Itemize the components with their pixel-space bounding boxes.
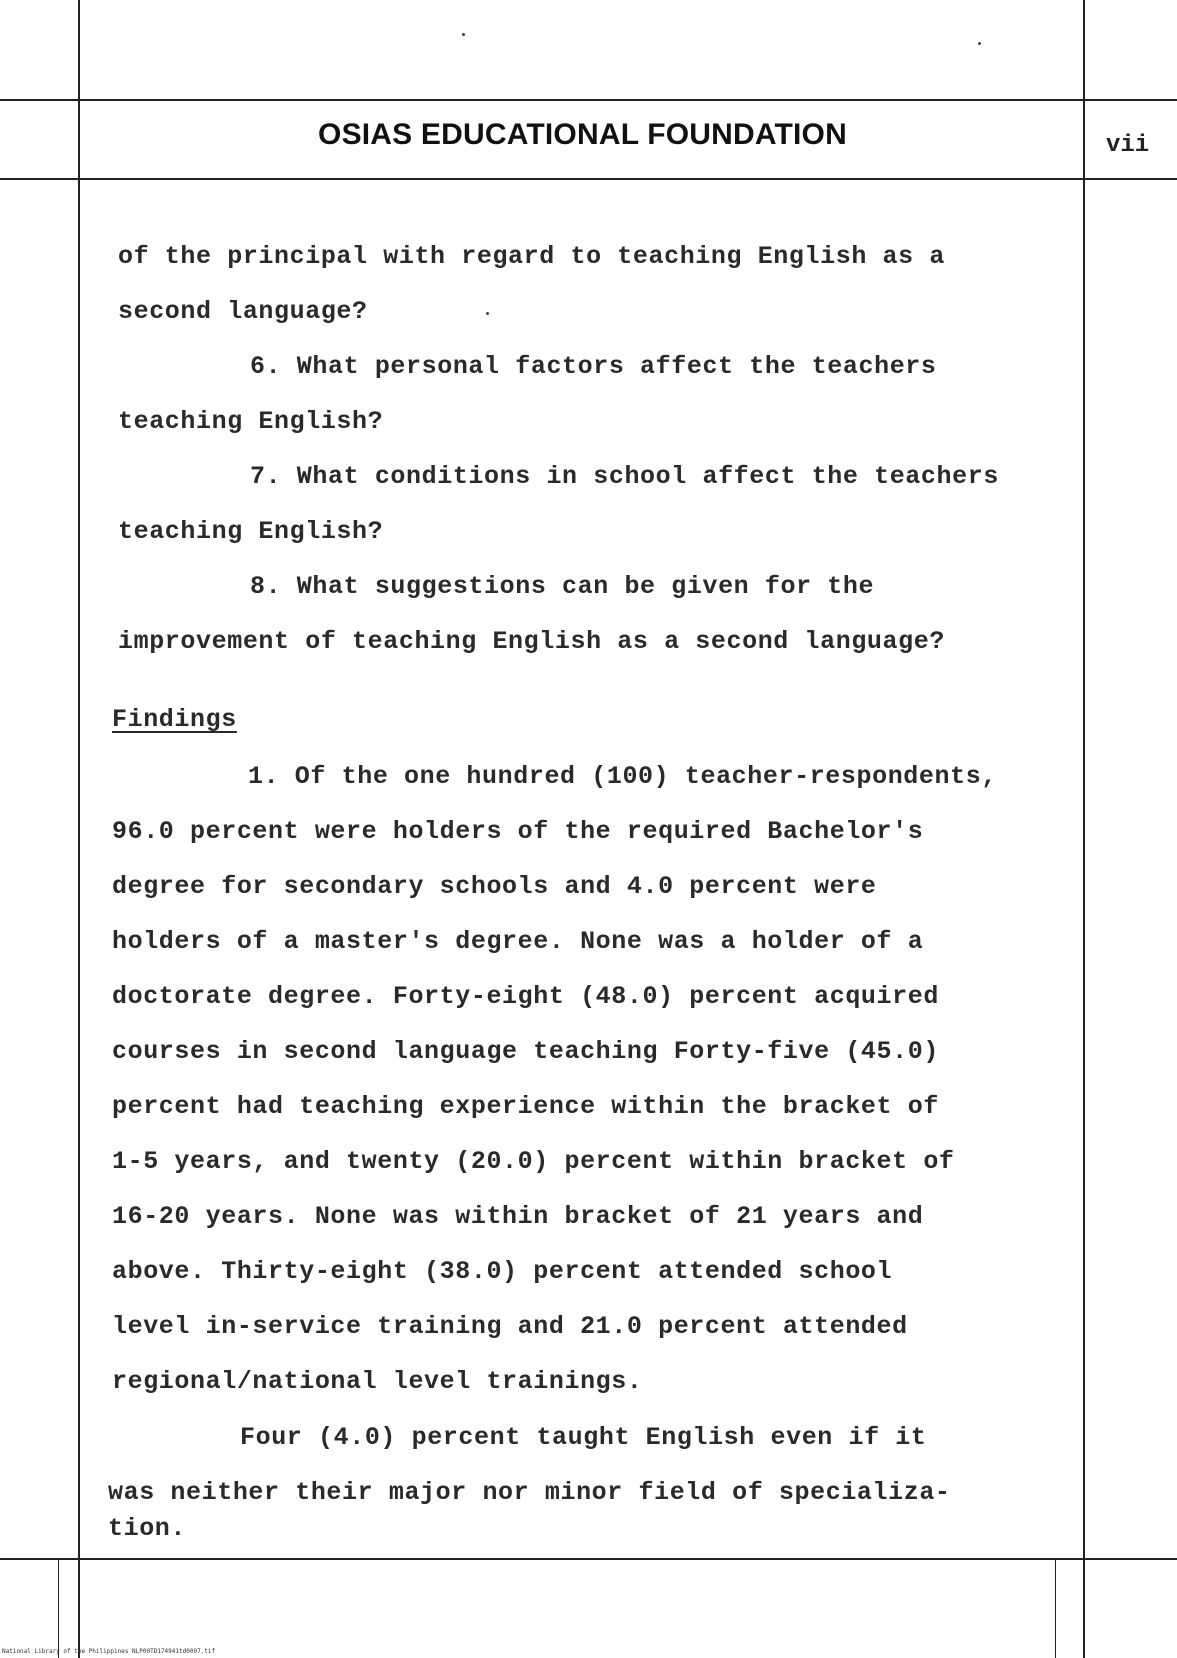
- body-line: percent had teaching experience within the bracket of: [112, 1092, 939, 1121]
- body-line: 1. Of the one hundred (100) teacher-respondents,: [248, 762, 997, 791]
- page-number: vii: [1106, 132, 1150, 159]
- footer-right-rule: [1055, 1558, 1056, 1658]
- body-line: 8. What suggestions can be given for the: [250, 572, 875, 601]
- right-margin-rule: [1083, 0, 1085, 1658]
- body-line: level in-service training and 21.0 percent attended: [112, 1312, 908, 1341]
- body-line: teaching English?: [118, 517, 384, 546]
- header-bottom-rule: [0, 178, 1177, 180]
- body-line: courses in second language teaching Forty-five (45.0): [112, 1037, 939, 1066]
- body-line: 1-5 years, and twenty (20.0) percent within bracket of: [112, 1147, 955, 1176]
- header-title: OSIAS EDUCATIONAL FOUNDATION: [318, 118, 847, 151]
- scan-speck: [462, 33, 465, 36]
- body-line: regional/national level trainings.: [112, 1367, 643, 1396]
- header-top-rule: [0, 99, 1177, 101]
- body-line: 7. What conditions in school affect the teachers: [250, 462, 999, 491]
- left-margin-rule: [78, 0, 80, 1658]
- footer-left-rule: [58, 1558, 59, 1658]
- archive-stamp: National Library of the Philippines NLP00TD174941td0007.tif: [2, 1648, 216, 1655]
- body-line: improvement of teaching English as a second language?: [118, 627, 945, 656]
- body-line: degree for secondary schools and 4.0 percent were: [112, 872, 877, 901]
- footer-rule: [0, 1558, 1177, 1560]
- body-line: second language?: [118, 297, 368, 326]
- body-line: 6. What personal factors affect the teachers: [250, 352, 937, 381]
- body-line: of the principal with regard to teaching English as a: [118, 242, 945, 271]
- body-line: above. Thirty-eight (38.0) percent attended school: [112, 1257, 893, 1286]
- scan-speck: [486, 312, 489, 315]
- body-line: Four (4.0) percent taught English even if it: [240, 1423, 927, 1452]
- body-line: 96.0 percent were holders of the required Bachelor's: [112, 817, 924, 846]
- body-line: was neither their major nor minor field of specializa-: [108, 1478, 951, 1507]
- body-line: 16-20 years. None was within bracket of 21 years and: [112, 1202, 924, 1231]
- body-line: doctorate degree. Forty-eight (48.0) percent acquired: [112, 982, 939, 1011]
- scan-speck: [978, 42, 981, 45]
- body-line: tion.: [108, 1514, 187, 1543]
- body-line: teaching English?: [118, 407, 384, 436]
- body-line: holders of a master's degree. None was a holder of a: [112, 927, 924, 956]
- findings-heading: Findings: [112, 705, 237, 734]
